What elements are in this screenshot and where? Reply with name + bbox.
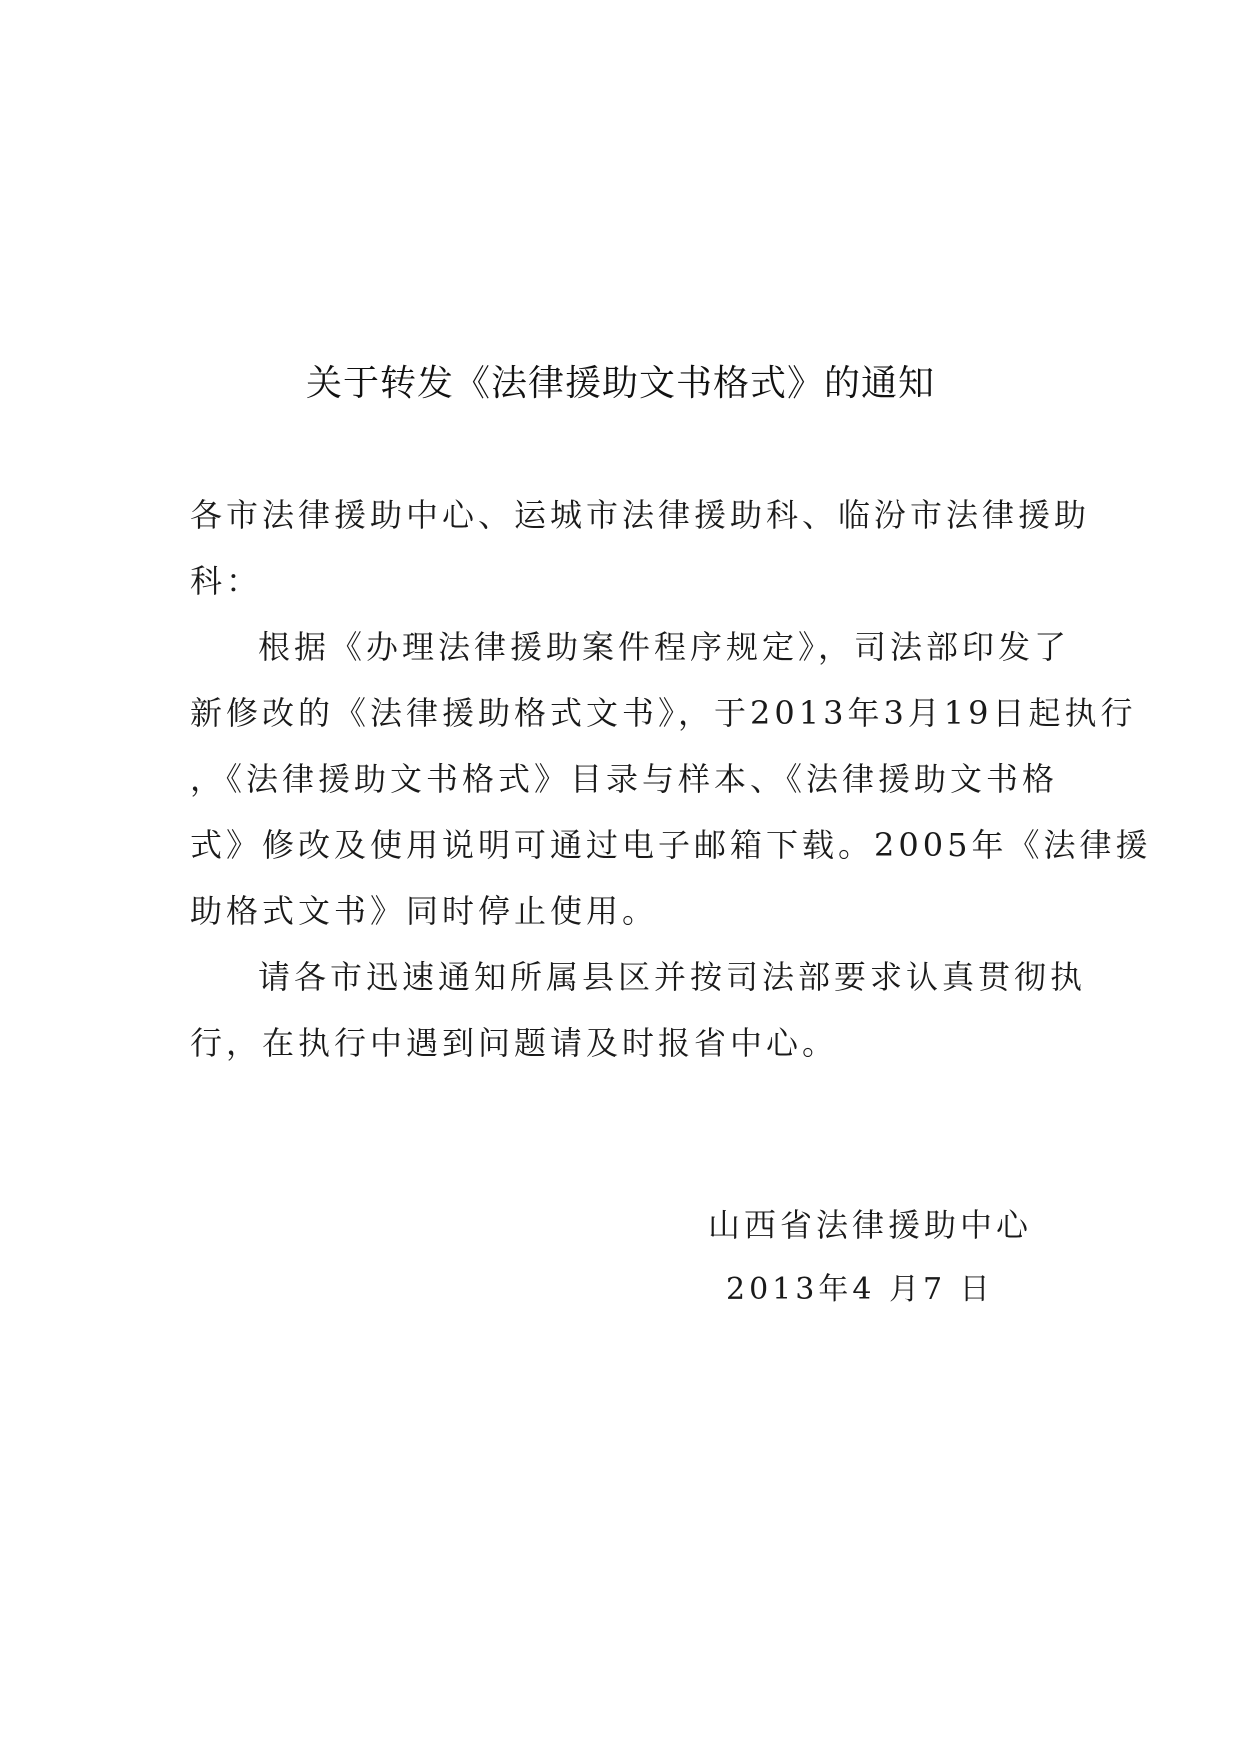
- paragraph-line: 助格式文书》同时停止使用。: [190, 892, 659, 930]
- signature-organization: 山西省法律援助中心: [708, 1206, 1033, 1244]
- document-title: 关于转发《法律援助文书格式》的通知: [305, 363, 935, 404]
- salutation-line: 各市法律援助中心、运城市法律援助科、临汾市法律援助: [190, 496, 1091, 534]
- signature-date: 2013年4 月7 日: [726, 1272, 994, 1307]
- paragraph-line: 行，在执行中遇到问题请及时报省中心。: [190, 1024, 839, 1062]
- document-body: [190, 482, 1152, 1076]
- salutation-line: 科：: [190, 562, 263, 600]
- paragraph-line: 根据《办理法律援助案件程序规定》，司法部印发了: [258, 628, 1071, 666]
- paragraph-line: 新修改的《法律援助格式文书》，于2013年3月19日起执行: [190, 694, 1137, 732]
- paragraph-line: 请各市迅速通知所属县区并按司法部要求认真贯彻执: [258, 958, 1087, 996]
- paragraph-line: ，《法律援助文书格式》目录与样本、《法律援助文书格: [190, 760, 1059, 798]
- paragraph-line: 式》修改及使用说明可通过电子邮箱下载。2005年《法律援: [190, 826, 1152, 864]
